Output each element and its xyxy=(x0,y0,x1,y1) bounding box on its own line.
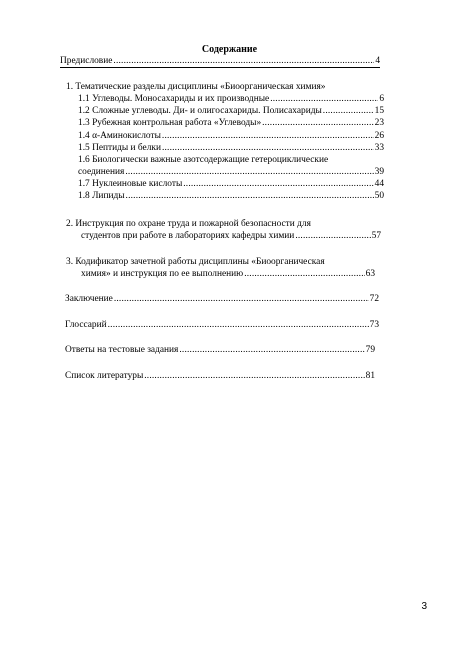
dot-leader xyxy=(179,345,364,356)
dot-leader xyxy=(323,106,374,117)
toc-entry xyxy=(78,106,384,117)
toc-entry-page: 15 xyxy=(374,106,384,116)
toc-entry-text: соединения xyxy=(78,167,125,177)
toc-entry-text: 1.1 Углеводы. Моносахариды и их производные xyxy=(78,94,270,104)
section3-line1: 3. Кодификатор зачетной работы дисциплины «Биоорганическая xyxy=(66,257,325,267)
dot-leader xyxy=(108,320,369,331)
toc-entry-text: 1.4 α-Аминокислоты xyxy=(78,131,161,141)
dot-leader xyxy=(270,94,378,105)
toc-entry-page: 79 xyxy=(365,345,375,355)
toc-entry-conclusion xyxy=(65,294,379,305)
section2-line1: 2. Инструкция по охране труда и пожарной безопасности для xyxy=(66,219,311,229)
page-number: 3 xyxy=(421,601,427,612)
dot-leader xyxy=(125,167,373,178)
dot-leader xyxy=(114,294,369,305)
toc-entry-page: 57 xyxy=(371,231,381,241)
toc-entry-answers xyxy=(65,345,375,356)
toc-entry-text: Список литературы xyxy=(65,371,144,381)
toc-entry-text: 1.8 Липиды xyxy=(78,191,125,201)
dot-leader xyxy=(162,143,374,154)
toc-entry-page: 73 xyxy=(369,320,379,330)
toc-entry xyxy=(78,179,384,190)
toc-entry-text: 1.3 Рубежная контрольная работа «Углеводы» xyxy=(78,118,262,128)
toc-entry-text-line1: 1.6 Биологически важные азотсодержащие гетероциклические xyxy=(78,155,329,165)
dot-leader xyxy=(262,118,373,129)
toc-entry-page: 72 xyxy=(369,294,379,304)
toc-entry-text: Заключение xyxy=(65,294,113,304)
toc-entry-page: 50 xyxy=(374,191,384,201)
toc-entry-text: 1.7 Нуклеиновые кислоты xyxy=(78,179,183,189)
toc-entry-page: 23 xyxy=(374,118,384,128)
toc-entry-literature xyxy=(65,371,375,382)
toc-entry xyxy=(78,118,384,129)
toc-entry xyxy=(78,167,384,178)
section1-heading: 1. Тематические разделы дисциплины «Биоорганическая химия» xyxy=(66,82,326,92)
toc-entry-section2 xyxy=(81,231,381,242)
toc-entry-page: 26 xyxy=(374,131,384,141)
toc-entry-section3 xyxy=(81,269,375,280)
toc-entry-text: 1.5 Пептиды и белки xyxy=(78,143,161,153)
dot-leader xyxy=(162,131,374,142)
toc-entry xyxy=(78,131,384,142)
toc-entry xyxy=(78,191,384,202)
toc-entry-page: 63 xyxy=(365,269,375,279)
toc-entry-glossary xyxy=(65,320,379,331)
toc-entry-text: химия» и инструкция по ее выполнению xyxy=(81,269,244,279)
dot-leader xyxy=(244,269,364,280)
toc-entry-page: 39 xyxy=(374,167,384,177)
toc-entry-page: 4 xyxy=(375,56,380,66)
toc-entry-text: студентов при работе в лабораториях кафедры химии xyxy=(81,231,295,241)
toc-entry xyxy=(78,143,384,154)
dot-leader xyxy=(144,371,364,382)
toc-entry-page: 44 xyxy=(374,179,384,189)
toc-title: Содержание xyxy=(201,44,258,55)
toc-entry xyxy=(78,94,384,105)
toc-entry-text: Ответы на тестовые задания xyxy=(65,345,179,355)
toc-entry-page: 33 xyxy=(374,143,384,153)
toc-entry-text: 1.2 Сложные углеводы. Ди- и олигосахариды. Полисахариды xyxy=(78,106,322,116)
dot-leader xyxy=(295,231,370,242)
dot-leader xyxy=(113,56,374,67)
toc-entry-preface xyxy=(60,56,380,68)
dot-leader xyxy=(126,191,374,202)
toc-entry-text: Глоссарий xyxy=(65,320,107,330)
toc-entry-page: 6 xyxy=(379,94,384,104)
dot-leader xyxy=(183,179,373,190)
toc-entry-page: 81 xyxy=(365,371,375,381)
toc-entry-text: Предисловие xyxy=(60,56,113,66)
